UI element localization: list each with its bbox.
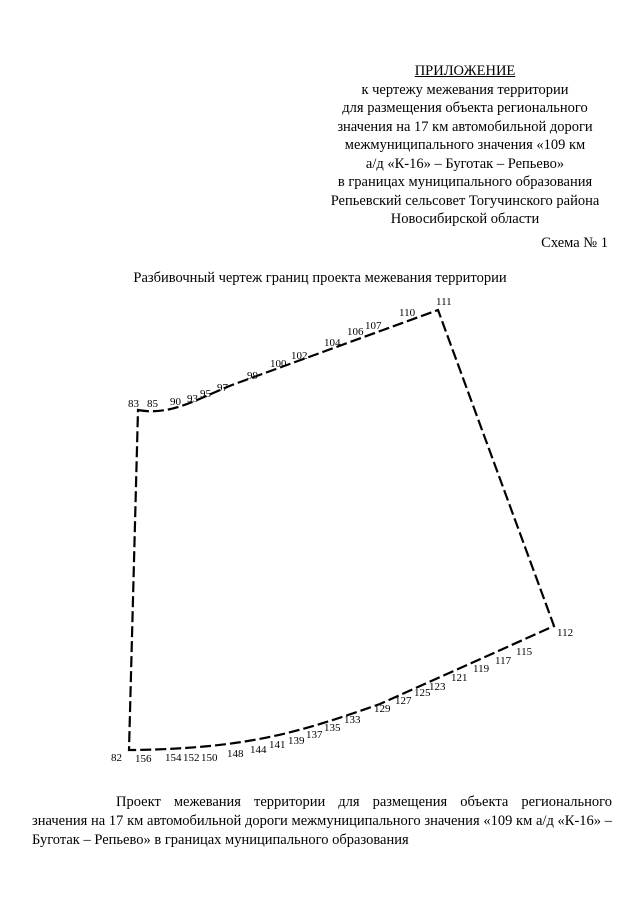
header-line: для размещения объекта регионального — [342, 100, 588, 116]
point-label: 97 — [217, 382, 228, 394]
point-label: 90 — [170, 396, 181, 408]
scheme-number: Схема № 1 — [541, 235, 608, 251]
header-line: значения на 17 км автомобильной дороги — [337, 118, 593, 135]
header-line: а/д «К-16» – Буготак – Репьево» — [365, 155, 565, 172]
header-line: Новосибирской области — [390, 211, 540, 227]
point-label: 117 — [495, 655, 512, 667]
header-line: Репьевский сельсовет Тогучинского района — [330, 192, 600, 209]
point-label: 129 — [374, 703, 391, 715]
point-label: 127 — [395, 695, 412, 707]
point-label: 139 — [288, 735, 305, 747]
point-label: 100 — [270, 358, 287, 370]
point-label: 83 — [128, 398, 139, 410]
boundary-line — [129, 310, 554, 750]
point-label: 82 — [111, 752, 122, 764]
point-label: 107 — [365, 320, 382, 332]
point-label: 154 — [165, 752, 182, 764]
point-label: 156 — [135, 753, 152, 765]
point-label: 115 — [516, 646, 533, 658]
header-line: в границах муниципального образования — [337, 174, 593, 190]
point-label: 148 — [227, 748, 244, 760]
appendix-title: ПРИЛОЖЕНИЕ — [414, 63, 516, 79]
point-label: 106 — [347, 326, 364, 338]
header-line: межмуниципального значения «109 км — [344, 137, 586, 153]
point-label: 119 — [473, 663, 490, 675]
point-label: 144 — [250, 744, 267, 756]
body-paragraph: Проект межевания территории для размещения объекта регионального значения на 17 км автомобильной дороги межмуниципального значения «109 км а/д «К-16» – Буготак – Репьево» в границах муниципального образования — [32, 794, 612, 848]
point-label: 99 — [247, 370, 258, 382]
point-label: 141 — [269, 739, 286, 751]
point-label: 111 — [436, 296, 452, 308]
drawing-caption: Разбивочный чертеж границ проекта межевания территории — [133, 270, 507, 286]
point-label: 125 — [414, 687, 431, 699]
point-label: 133 — [344, 714, 361, 726]
point-label: 152 — [183, 752, 200, 764]
point-label: 95 — [200, 388, 211, 400]
point-label: 121 — [451, 672, 468, 684]
point-label: 110 — [399, 307, 416, 319]
point-label: 123 — [429, 681, 446, 693]
point-label: 104 — [324, 337, 341, 349]
header-line: к чертежу межевания территории — [361, 81, 569, 98]
point-label: 150 — [201, 752, 218, 764]
point-label: 137 — [306, 729, 323, 741]
point-label: 93 — [187, 393, 198, 405]
point-label: 135 — [324, 722, 341, 734]
point-label: 85 — [147, 398, 158, 410]
point-label: 112 — [557, 627, 574, 639]
point-label: 102 — [291, 350, 308, 362]
